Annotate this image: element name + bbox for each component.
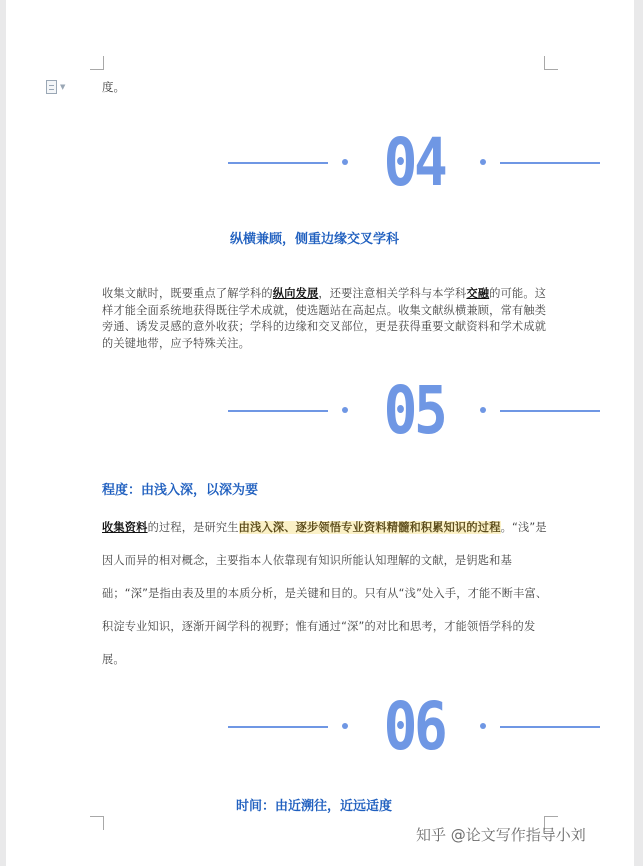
chevron-down-icon: ▼ xyxy=(60,83,66,91)
section-title: 程度：由浅入深，以深为要 xyxy=(102,483,259,498)
paragraph-2 xyxy=(102,511,548,676)
text-run: 收集文献时，既要重点了解学科的 xyxy=(102,287,273,300)
section-divider-05 xyxy=(228,372,600,449)
crop-mark-top-right xyxy=(544,56,558,70)
document-page xyxy=(6,0,634,866)
divider-line-right xyxy=(500,410,600,412)
paragraph-1 xyxy=(102,286,548,352)
divider-dot-left xyxy=(342,723,348,729)
paragraph-options-button[interactable] xyxy=(46,80,65,94)
divider-dot-right xyxy=(480,407,486,413)
section-divider-04 xyxy=(228,124,600,201)
divider-line-right xyxy=(500,162,600,164)
divider-line-left xyxy=(228,410,328,412)
divider-dot-right xyxy=(480,723,486,729)
divider-line-left xyxy=(228,162,328,164)
text-run: 。“浅”是因人而异的相对概念，主要指本人依靠现有知识所能认知理解的文献，是钥匙和基础；“深”是指由表及里的本质分析，是关键和目的。只有从“浅”处入手，才能不断丰富、积淀专业知识，逐渐开阔学科的视野；惟有通过“深”的对比和思考，才能领悟学科的发展。 xyxy=(102,521,548,666)
emphasis-text: 纵向发展 xyxy=(272,287,319,300)
text-run: 的可能。这样才能全面系统地获得既往学术成就，使选题站在高起点。收集文献纵横兼顾，常有触类旁通、诱发灵感的意外收获；学科的边缘和交叉部位，更是获得重要文献资料和学术成就的关键地带，应予特殊关注。 xyxy=(102,287,547,350)
highlighted-text: 由浅入深、逐步领悟专业资料精髓和积累知识的过程 xyxy=(238,521,501,534)
crop-mark-bottom-left xyxy=(90,816,104,830)
divider-line-left xyxy=(228,726,328,728)
section-divider-06 xyxy=(228,688,600,765)
section-number: 06 xyxy=(383,688,445,765)
text-run: 的过程，是研究生 xyxy=(147,521,239,534)
divider-dot-left xyxy=(342,159,348,165)
text-run: ，还要注意相关学科与本学科 xyxy=(318,287,467,300)
emphasis-text: 收集资料 xyxy=(102,521,148,534)
watermark: 知乎 @论文写作指导小刘 xyxy=(416,826,586,844)
section-number: 04 xyxy=(383,124,445,201)
section-number: 05 xyxy=(383,372,445,449)
document-icon xyxy=(46,80,57,94)
divider-dot-right xyxy=(480,159,486,165)
section-title: 纵横兼顾，侧重边缘交叉学科 xyxy=(230,232,400,247)
section-title: 时间：由近溯往，近远适度 xyxy=(236,799,393,814)
emphasis-text: 交融 xyxy=(466,287,490,300)
top-text: 度。 xyxy=(102,80,125,94)
crop-mark-top-left xyxy=(90,56,104,70)
divider-dot-left xyxy=(342,407,348,413)
divider-line-right xyxy=(500,726,600,728)
